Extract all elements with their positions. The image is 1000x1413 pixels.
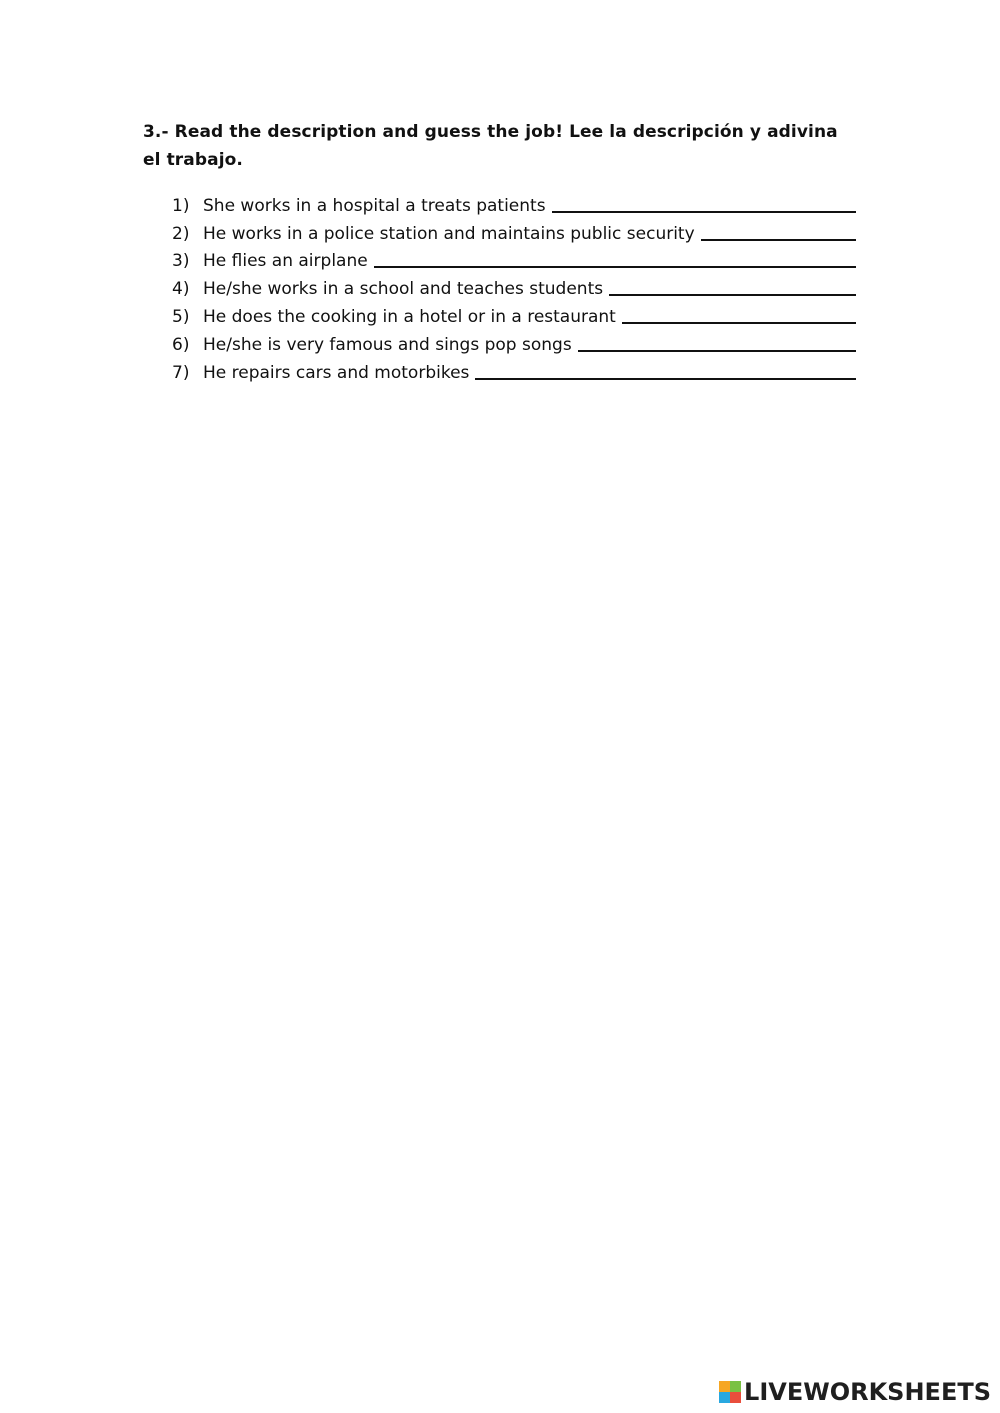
question-number: 5) [172, 306, 190, 327]
answer-field[interactable] [578, 332, 856, 352]
question-item [172, 244, 856, 272]
question-text: He works in a police station and maintains public security [203, 223, 695, 244]
question-number: 7) [172, 362, 190, 383]
logo-icon-square [730, 1381, 741, 1392]
question-item [172, 355, 856, 383]
question-text: He repairs cars and motorbikes [203, 362, 470, 383]
answer-field[interactable] [552, 193, 856, 213]
question-number: 1) [172, 195, 190, 216]
logo-icon-square [719, 1392, 730, 1403]
question-number: 3) [172, 251, 190, 272]
question-number: 6) [172, 334, 190, 355]
logo-text: LIVEWORKSHEETS [744, 1378, 991, 1406]
question-text: He/she works in a school and teaches students [203, 279, 604, 300]
question-item [172, 188, 856, 216]
logo-icon-square [719, 1381, 730, 1392]
question-item [172, 327, 856, 355]
exercise-instruction: 3.- Read the description and guess the job! Lee la descripción y adivina el trabajo. [143, 122, 838, 170]
liveworksheets-logo-icon [719, 1381, 741, 1403]
question-text: She works in a hospital a treats patients [203, 195, 546, 216]
question-text: He/she is very famous and sings pop songs [203, 334, 572, 355]
answer-field[interactable] [701, 221, 856, 241]
answer-field[interactable] [475, 360, 856, 380]
question-number: 2) [172, 223, 190, 244]
question-item [172, 216, 856, 244]
question-number: 4) [172, 279, 190, 300]
question-item [172, 299, 856, 327]
question-text: He flies an airplane [203, 251, 368, 272]
liveworksheets-logo [719, 1378, 991, 1406]
answer-field[interactable] [609, 276, 856, 296]
logo-icon-square [730, 1392, 741, 1403]
question-item [172, 271, 856, 299]
question-list [172, 188, 856, 383]
answer-field[interactable] [622, 304, 856, 324]
answer-field[interactable] [374, 248, 856, 268]
question-text: He does the cooking in a hotel or in a restaurant [203, 306, 616, 327]
